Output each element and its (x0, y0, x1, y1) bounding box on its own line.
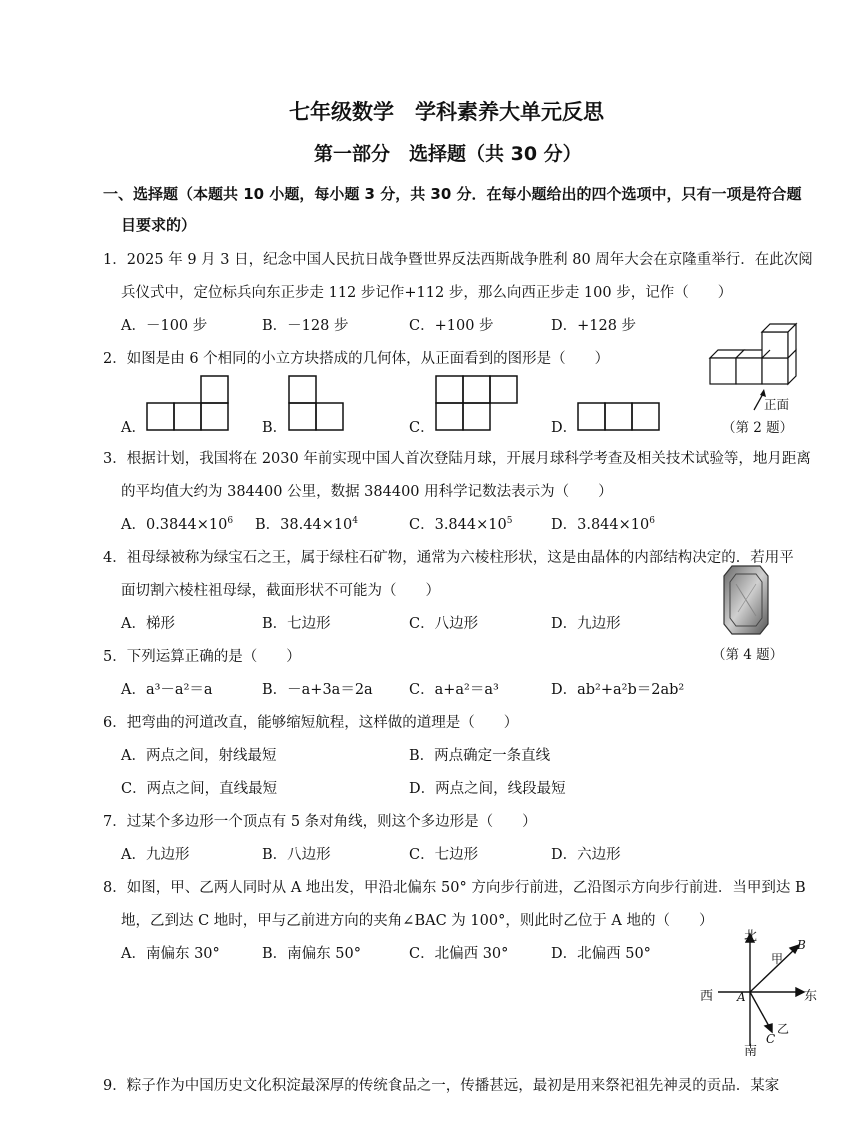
q5-option-a: A．a³－a²＝a (121, 682, 213, 698)
q2-label-b: B． (262, 420, 288, 436)
q2-shape-d (577, 402, 661, 432)
q8-option-d: D．北偏西 50° (551, 946, 651, 962)
q2-shape-c (435, 375, 519, 431)
page-title: 七年级数学 学科素养大单元反思 (289, 100, 604, 124)
q6-option-d: D．两点之间，线段最短 (409, 781, 566, 797)
compass-west-label: 西 (700, 989, 714, 1004)
q2-shape-b (288, 375, 344, 431)
q7-text: 7．过某个多边形一个顶点有 5 条对角线，则这个多边形是（ ） (103, 814, 537, 830)
q2-caption: （第 2 题） (722, 420, 794, 436)
q8-line1: 8．如图，甲、乙两人同时从 A 地出发，甲沿北偏东 50° 方向步行前进，乙沿图示方向步行前进．当甲到达 B (103, 880, 806, 896)
q1-option-d: D．+128 步 (551, 318, 637, 334)
compass-north-label: 北 (744, 929, 758, 944)
q3-line1: 3．根据计划，我国将在 2030 年前实现中国人首次登陆月球，开展月球科学考查及相关技术试验等，地月距离 (103, 451, 811, 467)
section-heading-line2: 目要求的） (121, 216, 197, 234)
q7-option-a: A．九边形 (121, 847, 190, 863)
q7-option-c: C．七边形 (409, 847, 479, 863)
q8-option-c: C．北偏西 30° (409, 946, 509, 962)
q1-line1: 1．2025 年 9 月 3 日，纪念中国人民抗日战争暨世界反法西斯战争胜利 80 周年大会在京隆重举行．在此次阅 (103, 252, 813, 268)
q3-line2: 的平均值大约为 384400 公里，数据 384400 用科学记数法表示为（ ） (121, 484, 613, 500)
compass-label-jia: 甲 (771, 952, 784, 966)
q2-label-d: D． (551, 420, 578, 436)
q4-option-d: D．九边形 (551, 616, 621, 632)
q2-label-a: A． (121, 420, 146, 436)
q4-line2: 面切割六棱柱祖母绿，截面形状不可能为（ ） (121, 583, 440, 599)
q5-text: 5．下列运算正确的是（ ） (103, 649, 301, 665)
q4-caption: （第 4 题） (712, 647, 784, 663)
q3-option-c: C．$3.844\times 10^5$ (409, 516, 513, 533)
section-heading-line1: 一、选择题（本题共 10 小题，每小题 3 分，共 30 分．在每小题给出的四个选项中，只有一项是符合题 (103, 185, 802, 203)
q1-option-a: A．－100 步 (121, 318, 208, 334)
q1-option-c: C．+100 步 (409, 318, 494, 334)
q5-option-d: D．ab²+a²b＝2ab² (551, 682, 685, 698)
q2-shape-a (146, 375, 230, 431)
compass-point-b: B (797, 938, 806, 952)
compass-south-label: 南 (744, 1044, 758, 1059)
q2-3d-figure (706, 318, 806, 418)
q4-line1: 4．祖母绿被称为绿宝石之王，属于绿柱石矿物，通常为六棱柱形状，这是由晶体的内部结构决定的．若用平 (103, 550, 794, 566)
q2-text: 2．如图是由 6 个相同的小立方块搭成的几何体，从正面看到的图形是（ ） (103, 351, 610, 367)
q6-option-a: A．两点之间，射线最短 (121, 748, 277, 764)
compass-point-a: A (737, 990, 746, 1004)
q9-line1: 9．粽子作为中国历史文化积淀最深厚的传统食品之一，传播甚远，最初是用来祭祀祖先神灵的贡品．某家 (103, 1078, 780, 1094)
q8-option-a: A．南偏东 30° (121, 946, 220, 962)
q7-option-d: D．六边形 (551, 847, 621, 863)
q3-option-d: D．$3.844\times 10^6$ (551, 516, 655, 533)
q6-text: 6．把弯曲的河道改直，能够缩短航程，这样做的道理是（ ） (103, 715, 519, 731)
q1-option-b: B．－128 步 (262, 318, 349, 334)
emerald-crystal-image (722, 564, 770, 636)
q2-front-label: 正面 (764, 397, 790, 412)
q4-option-c: C．八边形 (409, 616, 479, 632)
q6-option-c: C．两点之间，直线最短 (121, 781, 278, 797)
q8-option-b: B．南偏东 50° (262, 946, 361, 962)
compass-east-label: 东 (804, 989, 818, 1004)
q5-option-c: C．a+a²＝a³ (409, 682, 499, 698)
q6-option-b: B．两点确定一条直线 (409, 748, 551, 764)
part-title: 第一部分 选择题（共 30 分） (314, 143, 582, 165)
q3-option-a: A．$0.3844\times 10^6$ (121, 516, 234, 533)
q1-line2: 兵仪式中，定位标兵向东正步走 112 步记作+112 步，那么向西正步走 100 步，记作（ ） (121, 285, 733, 301)
q8-line2: 地，乙到达 C 地时，甲与乙前进方向的夹角∠BAC 为 100°，则此时乙位于 A 地的（ ） (121, 913, 714, 929)
compass-label-yi: 乙 (777, 1022, 790, 1036)
q5-option-b: B．－a+3a＝2a (262, 682, 373, 698)
q4-option-a: A．梯形 (121, 616, 175, 632)
q4-option-b: B．七边形 (262, 616, 331, 632)
q2-label-c: C． (409, 420, 435, 436)
q3-option-b: B．$38.44\times 10^4$ (255, 516, 359, 533)
compass-point-c: C (766, 1032, 776, 1046)
q7-option-b: B．八边形 (262, 847, 331, 863)
